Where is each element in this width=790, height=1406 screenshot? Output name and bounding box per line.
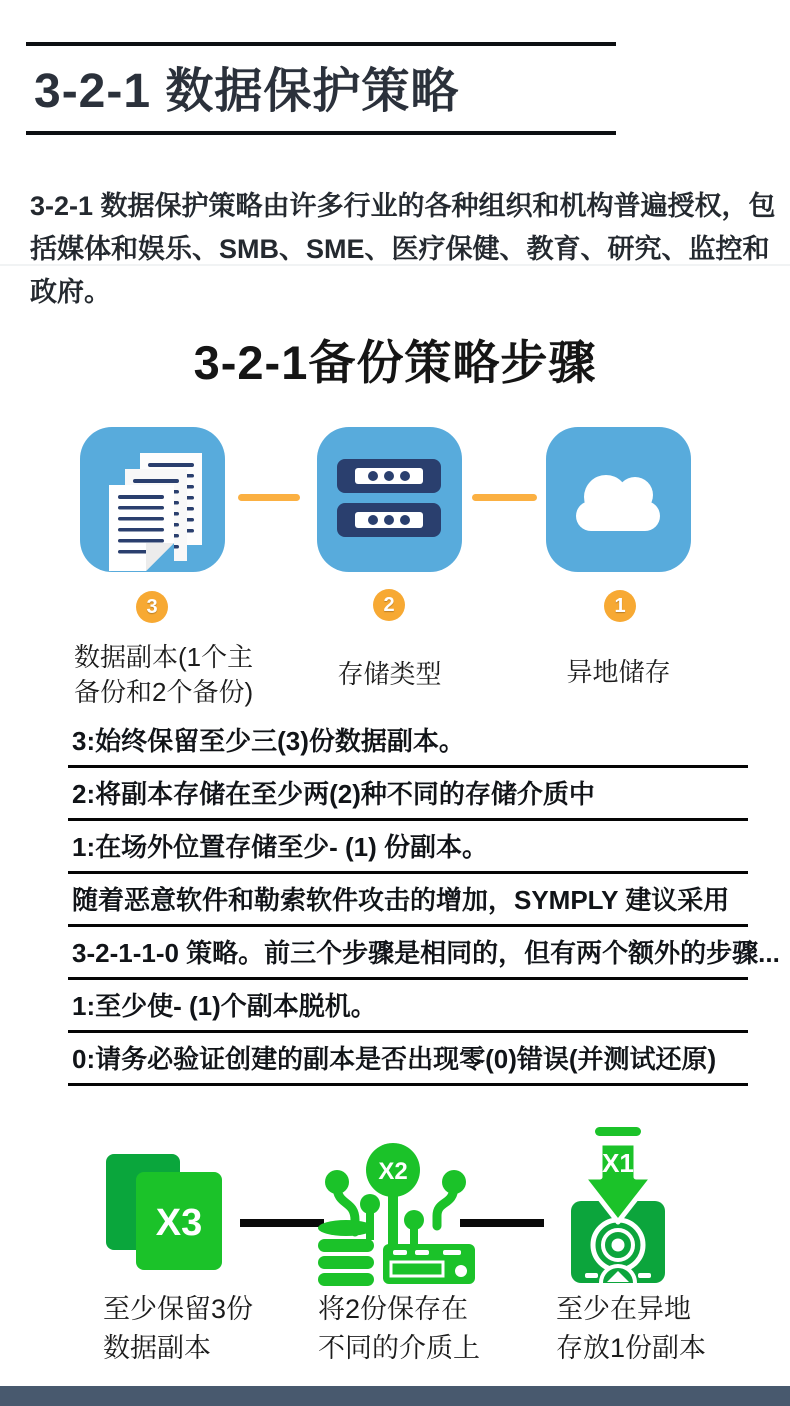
- bottom-label-offsite: 至少在异地 存放1份副本: [556, 1294, 707, 1363]
- step-label-storage: 存储类型: [337, 659, 442, 689]
- x1-badge: X1: [602, 1148, 634, 1178]
- offsite-box-icon: [543, 1127, 693, 1290]
- x2-badge: X2: [378, 1158, 408, 1185]
- bottom-label-media: 将2份保存在 不同的介质上: [318, 1294, 480, 1363]
- rule-row-1-offline: 1:至少使- (1)个副本脱机。: [68, 980, 748, 1033]
- rule-row-keep-3-copies: 3:始终保留至少三(3)份数据副本。: [68, 715, 748, 768]
- bottom-connector-line: [240, 1219, 324, 1227]
- rule-row-symply-intro: 随着恶意软件和勒索软件攻击的增加，SYMPLY 建议采用: [68, 874, 748, 927]
- copies-icon: [104, 1152, 224, 1277]
- step-number-badge: 1: [604, 590, 636, 622]
- rule-row-2-media: 2:将副本存储在至少两(2)种不同的存储介质中: [68, 768, 748, 821]
- diagram-connector-dash: [472, 494, 537, 501]
- documents-icon: [80, 427, 225, 572]
- step-card-storage: [317, 427, 462, 572]
- bottom-label-copies: 至少保留3份 数据副本: [103, 1294, 254, 1363]
- step-label-offsite: 异地储存: [566, 657, 671, 687]
- x3-badge: X3: [155, 1202, 203, 1244]
- step-number-badge: 3: [136, 591, 168, 623]
- diagram-title: 3-2-1备份策略步骤: [193, 336, 597, 389]
- step-number-badge: 2: [373, 589, 405, 621]
- rule-row-0-errors: 0:请务必验证创建的副本是否出现零(0)错误(并测试还原): [68, 1033, 748, 1086]
- cloud-icon: [546, 427, 691, 572]
- step-label-copies: 数据副本(1个主 备份和2个备份): [74, 642, 254, 707]
- storage-media-icon: [313, 1140, 478, 1293]
- step-card-offsite: [546, 427, 691, 572]
- bottom-connector-line: [460, 1219, 544, 1227]
- footer-bar: [0, 1386, 790, 1406]
- rule-row-32110-strategy: 3-2-1-1-0 策略。前三个步骤是相同的，但有两个额外的步骤...: [68, 927, 748, 980]
- section-divider: [0, 264, 790, 266]
- intro-paragraph: 3-2-1 数据保护策略由许多行业的各种组织和机构普遍授权，包括媒体和娱乐、SMB、SME、医疗保健、教育、研究、监控和政府。: [30, 191, 776, 307]
- step-card-copies: [80, 427, 225, 572]
- rule-row-1-offsite: 1:在场外位置存储至少- (1) 份副本。: [68, 821, 748, 874]
- title-rule-top: [26, 42, 616, 46]
- servers-icon: [317, 427, 462, 572]
- diagram-connector-dash: [238, 494, 300, 501]
- page-title: 3-2-1 数据保护策略: [34, 65, 460, 118]
- rules-list: [68, 715, 780, 1086]
- title-rule-bottom: [26, 131, 616, 135]
